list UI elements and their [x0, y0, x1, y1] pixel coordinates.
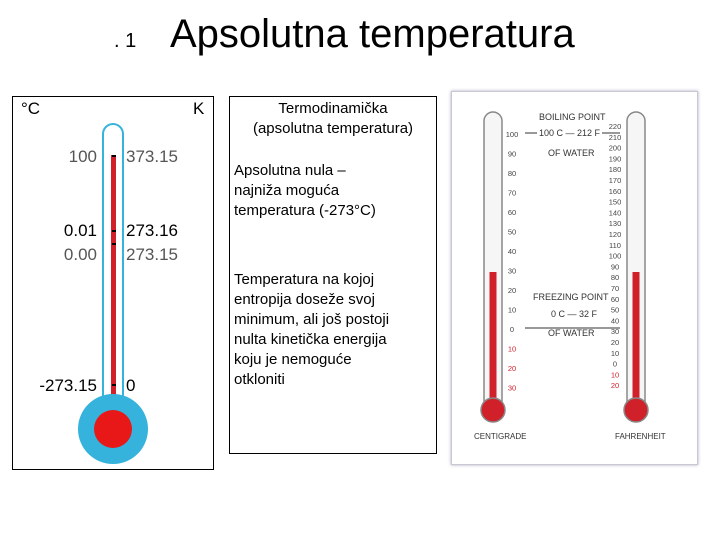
- fahrenheit-tick-label: 0: [612, 359, 618, 369]
- fahrenheit-tick-label: 50: [610, 305, 620, 315]
- heading-line: Termodinamička: [278, 100, 388, 117]
- kelvin-mark-273-15: 273.15: [126, 245, 178, 264]
- fahrenheit-tick-label: 100: [608, 251, 622, 261]
- kelvin-mark-273-16: 273.16: [126, 221, 178, 240]
- paragraph-line: minimum, ali još postoji: [234, 311, 390, 328]
- paragraph-line: Temperatura na kojoj: [234, 271, 375, 288]
- entropy-paragraph: [234, 270, 389, 390]
- fahrenheit-tick-label: 20: [610, 338, 620, 347]
- celsius-mark-100: 100: [68, 147, 97, 166]
- centigrade-label: CENTIGRADE: [474, 432, 527, 441]
- paragraph-line: temperatura (-273°C): [234, 202, 376, 219]
- fahrenheit-tick-label: 70: [610, 284, 620, 293]
- fahrenheit-tick-label: 130: [608, 219, 622, 229]
- fahrenheit-tick-label: 200: [608, 143, 622, 153]
- centigrade-tick-label: 60: [507, 208, 517, 217]
- fahrenheit-tick-label: 140: [608, 208, 622, 218]
- kelvin-mark-373-15: 373.15: [126, 147, 178, 166]
- fahrenheit-tick-label: 30: [610, 327, 620, 337]
- fahrenheit-tick-label: 20: [610, 381, 620, 391]
- kelvin-unit-label: K: [193, 99, 205, 118]
- celsius-unit-label: °C: [21, 99, 41, 118]
- freezing-point-label: FREEZING POINT: [533, 292, 609, 302]
- centigrade-tick-label: 50: [507, 227, 517, 237]
- fahrenheit-tick-label: 160: [608, 186, 622, 196]
- definition-heading: [230, 99, 436, 139]
- fahrenheit-label: FAHRENHEIT: [615, 432, 666, 441]
- tick-mark: [112, 230, 116, 232]
- centigrade-tick-label: 10: [507, 305, 517, 315]
- centigrade-tick-label: 70: [507, 188, 517, 198]
- paragraph-line: koju je nemoguće: [234, 351, 352, 368]
- paragraph-line: najniža moguća: [234, 182, 340, 199]
- fahrenheit-tick-label: 10: [610, 370, 620, 380]
- fahrenheit-tick-label: 170: [608, 176, 622, 185]
- kelvin-mark-zero: 0: [126, 376, 136, 395]
- heading-line: (apsolutna temperatura): [252, 120, 414, 137]
- centigrade-tick-label: 10: [507, 344, 517, 354]
- centigrade-tick-label: 20: [507, 286, 517, 295]
- tick-mark: [112, 155, 116, 157]
- centigrade-tick-label: 30: [507, 383, 517, 393]
- fahrenheit-tick-label: 220: [608, 122, 622, 131]
- page-title: Apsolutna temperatura: [170, 12, 575, 56]
- celsius-kelvin-thermometer-panel: [12, 96, 214, 470]
- fahrenheit-tick-label: 150: [608, 197, 622, 207]
- thermometer-bulb-inner: [94, 410, 132, 448]
- centigrade-tick-label: 40: [507, 247, 517, 256]
- paragraph-line: entropija doseže svoj: [234, 291, 375, 308]
- paragraph-line: nulta kinetička energija: [234, 331, 387, 348]
- fahrenheit-tick-label: 120: [608, 230, 622, 239]
- centigrade-tick-label: 20: [507, 364, 517, 373]
- boiling-point-label: BOILING POINT: [539, 112, 606, 122]
- centigrade-fahrenheit-image: [451, 91, 698, 465]
- fahrenheit-tick-label: 180: [608, 165, 622, 175]
- paragraph-line: otkloniti: [234, 371, 285, 388]
- paragraph-line: Apsolutna nula –: [234, 162, 346, 179]
- absolute-zero-paragraph: [234, 161, 376, 221]
- freezing-of-water-label: OF WATER: [548, 328, 595, 338]
- centigrade-tick-label: 100: [505, 130, 519, 139]
- freezing-point-value: 0 C — 32 F: [551, 309, 598, 319]
- centigrade-tick-label: 0: [509, 325, 515, 334]
- fahrenheit-tick-label: 190: [608, 154, 622, 164]
- tick-mark: [112, 384, 116, 386]
- boiling-point-value: 100 C — 212 F: [539, 128, 601, 138]
- boiling-of-water-label: OF WATER: [548, 148, 595, 158]
- definition-text-box: [229, 96, 437, 454]
- centigrade-tick-label: 80: [507, 169, 517, 178]
- fahrenheit-tick-label: 210: [608, 132, 622, 142]
- centigrade-tick-label: 30: [507, 266, 517, 276]
- fahrenheit-tick-label: 90: [610, 262, 620, 272]
- fahrenheit-tick-label: 40: [610, 316, 620, 326]
- celsius-mark-absolute-zero: -273.15: [39, 376, 97, 395]
- centigrade-tick-label: 90: [507, 149, 517, 159]
- slide-number: . 1: [114, 30, 137, 52]
- fahrenheit-tick-label: 110: [609, 240, 621, 250]
- fahrenheit-tick-label: 80: [610, 273, 620, 283]
- fahrenheit-tick-label: 60: [610, 294, 620, 304]
- celsius-mark-zero: 0.00: [63, 245, 97, 264]
- tick-mark: [112, 243, 116, 245]
- fahrenheit-tick-label: 10: [610, 348, 620, 358]
- celsius-mark-triple-point: 0.01: [63, 221, 97, 240]
